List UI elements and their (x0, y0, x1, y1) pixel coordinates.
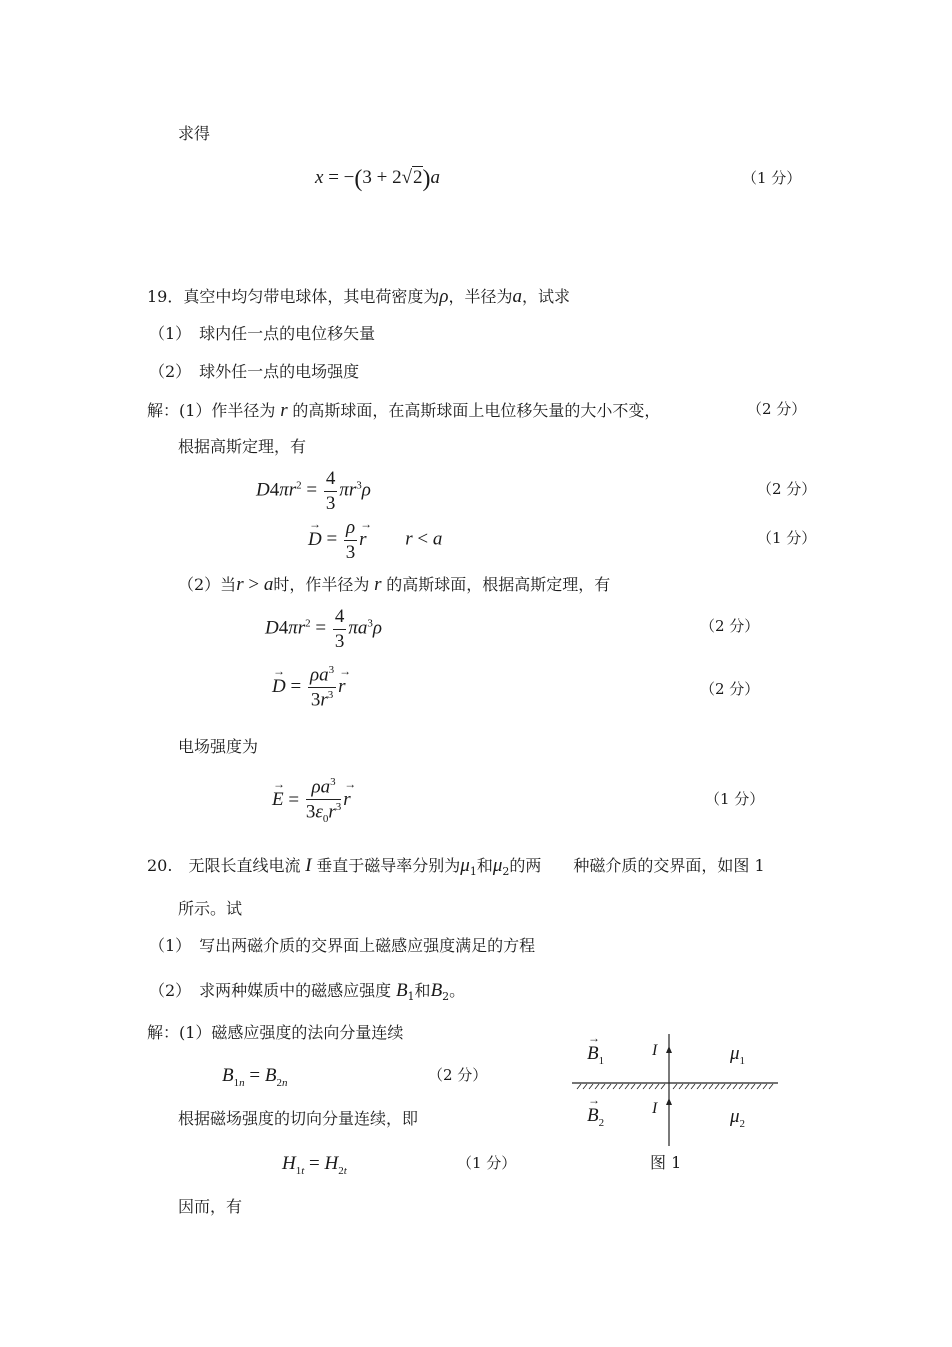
equation-gauss-inside: $D4\pi r^2$ = $\frac{4}{3}$ $\pi r^3\rho$ (256, 468, 371, 514)
equation-D-outside: → D = $\frac{\rho a^3}{3r^3}$ → r (272, 664, 345, 711)
solution-19-step-1: 解：(1）作半径为 r 的高斯球面，在高斯球面上电位移矢量的大小不变， (147, 400, 661, 421)
text-field-is: 电场强度为 (178, 737, 259, 756)
score-3: （2 分） (757, 480, 817, 498)
score-5: （2 分） (700, 617, 760, 635)
equation-tangential-H: $H_{1t} = H_{2t}$ (282, 1153, 347, 1177)
problem-19-part-1: （1） 球内任一点的电位移矢量 (149, 324, 376, 343)
problem-19-part-2: （2） 球外任一点的电场强度 (149, 362, 360, 381)
score-4: （1 分） (757, 529, 817, 547)
score-9: （1 分） (457, 1154, 517, 1172)
score-2: （2 分） (747, 400, 807, 418)
label-current-top: I (652, 1042, 658, 1059)
text-tangential: 根据磁场强度的切向分量连续，即 (178, 1109, 419, 1128)
label-B2: → $B_2$ (587, 1106, 604, 1129)
equation-x-result: x = −(3 + 2√2)a (315, 166, 441, 192)
score-6: （2 分） (700, 680, 760, 698)
problem-20-statement-cont: 所示。试 (178, 899, 243, 918)
figure-1 (565, 1030, 785, 1150)
label-B1: → $B_1$ (587, 1044, 604, 1067)
problem-20-part-2: （2） 求两种媒质中的磁感应强度 $B_1$和$B_2$。 (149, 980, 466, 1004)
label-mu1: $\mu_1$ (730, 1043, 746, 1067)
text-qiude: 求得 (178, 124, 211, 143)
equation-D-inside: → D = $\frac{\rho}{3}$ → r r < a (308, 517, 442, 564)
label-mu2: $\mu_2$ (730, 1106, 746, 1130)
figure-1-caption: 图 1 (650, 1153, 682, 1172)
equation-E-outside: → E = $\frac{\rho a^3}{3\varepsilon_0r^3}$ → r (272, 776, 351, 826)
problem-20-part-1: （1） 写出两磁介质的交界面上磁感应强度满足的方程 (149, 936, 536, 955)
score-8: （2 分） (428, 1066, 488, 1084)
equation-gauss-outside: $D4\pi r^2$ = $\frac{4}{3}$ $\pi a^3\rho$ (265, 606, 383, 652)
current-arrow-top (666, 1046, 672, 1053)
problem-20-statement: 20. 无限长直线电流 I 垂直于磁导率分别为$\mu_1$和$\mu_2$的两 种磁介质的交界面，如图 1 (147, 855, 765, 879)
label-current-bottom: I (652, 1100, 658, 1117)
equation-normal-B: $B_{1n} = B_{2n}$ (222, 1065, 288, 1089)
score-1: （1 分） (742, 169, 802, 187)
problem-19-statement: 19．真空中均匀带电球体，其电荷密度为ρ，半径为a，试求 (147, 286, 571, 307)
text-gauss-law: 根据高斯定理，有 (178, 437, 307, 456)
solution-19-step-2: （2）当r > a时，作半径为 r 的高斯球面，根据高斯定理，有 (178, 574, 611, 595)
solution-20-step-1: 解：(1）磁感应强度的法向分量连续 (147, 1023, 404, 1042)
text-therefore: 因而，有 (178, 1197, 243, 1216)
score-7: （1 分） (705, 790, 765, 808)
current-arrow-bottom (666, 1098, 672, 1105)
